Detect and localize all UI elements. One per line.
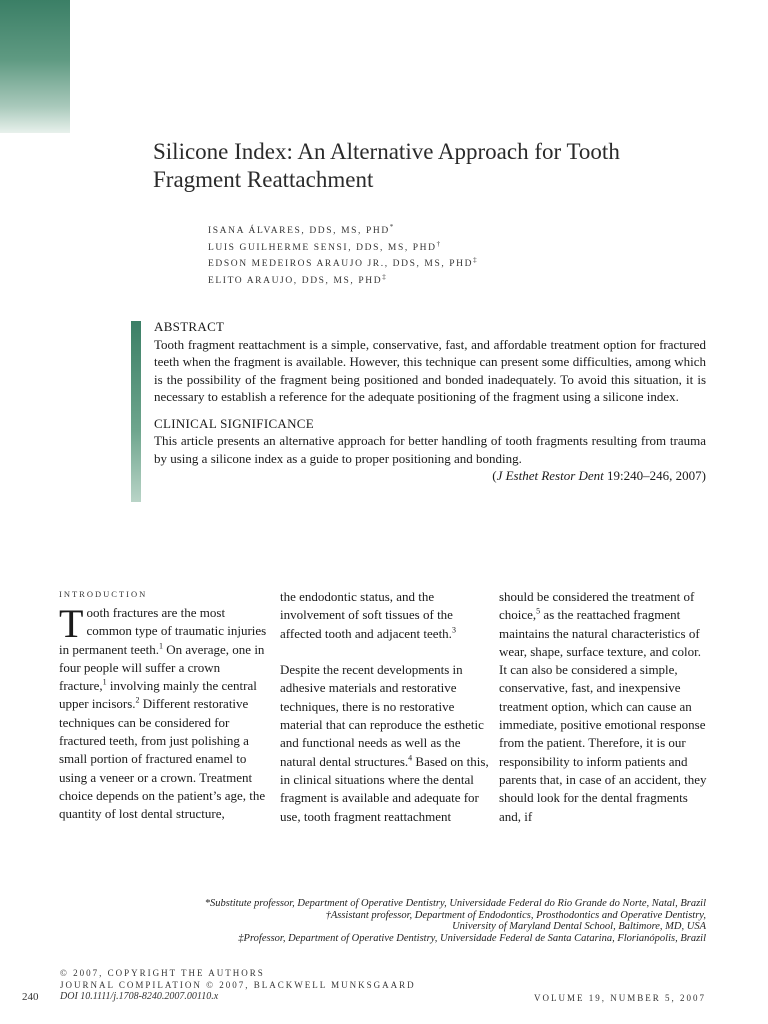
drop-cap: T (59, 601, 84, 646)
author-name: EDSON MEDEIROS ARAUJO JR., DDS, MS, PHD (208, 259, 474, 269)
citation-journal: J Esthet Restor Dent (496, 468, 604, 483)
body-column-3 (499, 588, 709, 826)
body-paragraph (499, 588, 709, 826)
body-paragraph (59, 601, 269, 824)
author-list (208, 223, 708, 289)
body-text: ooth fractures are the most common type of traumatic injuries in permanent teeth. (59, 605, 267, 657)
doi: DOI 10.1111/j.1708-8240.2007.00110.x (60, 991, 219, 1002)
author-affiliation-mark: * (389, 222, 394, 231)
article-title (153, 138, 713, 194)
citation (154, 467, 706, 485)
body-text: the endodontic status, and the involvement of soft tissues of the affected tooth and adjacent teeth. (280, 589, 453, 641)
author-affiliation-mark: ‡ (473, 255, 477, 264)
reference-mark: 1 (102, 677, 107, 687)
paragraph-gap (280, 643, 490, 661)
copyright-line-1: © 2007, COPYRIGHT THE AUTHORS (60, 968, 265, 978)
author-name: ELITO ARAUJO, DDS, MS, PHD (208, 275, 383, 286)
citation-open: ( (492, 468, 497, 483)
body-column-2 (280, 588, 490, 826)
reference-mark: 2 (135, 696, 140, 706)
author-2 (208, 240, 708, 257)
body-text: Different restorative techniques can be considered for fractured teeth, from just polishing a small portion of fractured enamel to using a veneer or a crown. Treatment choice depends on the patient’s age, the quantity of lost dental structure, (59, 696, 266, 822)
author-name: LUIS GUILHERME SENSI, DDS, MS, PHD (208, 242, 437, 253)
abstract-section (154, 318, 706, 485)
page-number: 240 (22, 991, 39, 1003)
introduction-heading: INTRODUCTION (59, 589, 148, 599)
reference-mark: 1 (159, 641, 163, 651)
copyright-line-2: JOURNAL COMPILATION © 2007, BLACKWELL MUNKSGAARD (60, 979, 416, 990)
title-line-2: Fragment Reattachment (153, 167, 374, 192)
footnote-1: *Substitute professor, Department of Operative Dentistry, Universidade Federal do Rio Grande do Norte, Natal, Brazil (204, 898, 706, 909)
volume-info: VOLUME 19, NUMBER 5, 2007 (533, 993, 706, 1003)
citation-details: 19:240–246, 2007) (603, 468, 706, 483)
affiliation-footnotes (46, 898, 706, 944)
author-4 (208, 273, 708, 290)
body-text: should be considered the treatment of choice, (499, 589, 695, 623)
author-1 (208, 223, 708, 240)
footnote-2a: †Assistant professor, Department of Endodontics, Prosthodontics and Operative Dentistry, (325, 909, 706, 921)
body-text: Despite the recent developments in adhesive materials and restorative techniques, there is no restorative material that can reproduce the esthetic and functional needs as well as the natural dental structures. (280, 662, 484, 769)
title-line-1: Silicone Index: An Alternative Approach for Tooth (153, 139, 620, 164)
author-affiliation-mark: † (436, 239, 441, 248)
author-name: ISANA ÁLVARES, DDS, MS, PHD (208, 226, 390, 236)
author-affiliation-mark: ‡ (382, 272, 386, 281)
body-text: On average, one in four people will suffer a crown fracture, (59, 641, 265, 694)
clinical-significance-heading: CLINICAL SIGNIFICANCE (154, 415, 315, 431)
reference-mark: 4 (408, 753, 413, 763)
body-column-1 (59, 588, 269, 824)
copyright-block (60, 968, 416, 991)
body-text: Based on this, in clinical situations where the dental fragment is available and adequate for use, tooth fragment reattachment (280, 753, 489, 824)
author-3 (208, 256, 708, 273)
body-text: as the reattached fragment maintains the natural characteristics of wear, shape, surface texture, and color. It can also be considered a simple, conservative, fast, and inexpensive treatment option, which can cause an immediate, positive emotional response from the patient. Therefore, it is our responsibility to inform patients and parents that, in case of an accident, they should look for the dental fragments and, if (499, 607, 707, 824)
abstract-heading: ABSTRACT (154, 319, 225, 334)
corner-accent-block (0, 0, 70, 133)
footnote-3: ‡Professor, Department of Operative Dentistry, Universidade Federal de Santa Catarina, Florianópolis, Brazil (238, 932, 706, 944)
footnote-2b: University of Maryland Dental School, Baltimore, MD, USA (452, 921, 706, 932)
clinical-significance-text: This article presents an alternative approach for better handling of tooth fragments resulting from trauma by using a silicone index as a guide to proper positioning and bonding. (154, 433, 706, 466)
reference-mark: 3 (451, 625, 456, 635)
abstract-text: Tooth fragment reattachment is a simple, conservative, fast, and affordable treatment option for fractured teeth when the fragment is available. However, this technique can present some difficulties, among which is the possibility of the fragment being positioned and bonded inadequately. To avoid this situation, it is necessary to establish a reference for the adequate positioning of the fragment using a silicone index. (154, 336, 706, 404)
body-paragraph (280, 661, 490, 826)
abstract-accent-bar (131, 321, 141, 502)
body-text: involving mainly the central upper incisors. (59, 678, 257, 712)
reference-mark: 5 (536, 606, 541, 616)
body-paragraph (280, 588, 490, 643)
